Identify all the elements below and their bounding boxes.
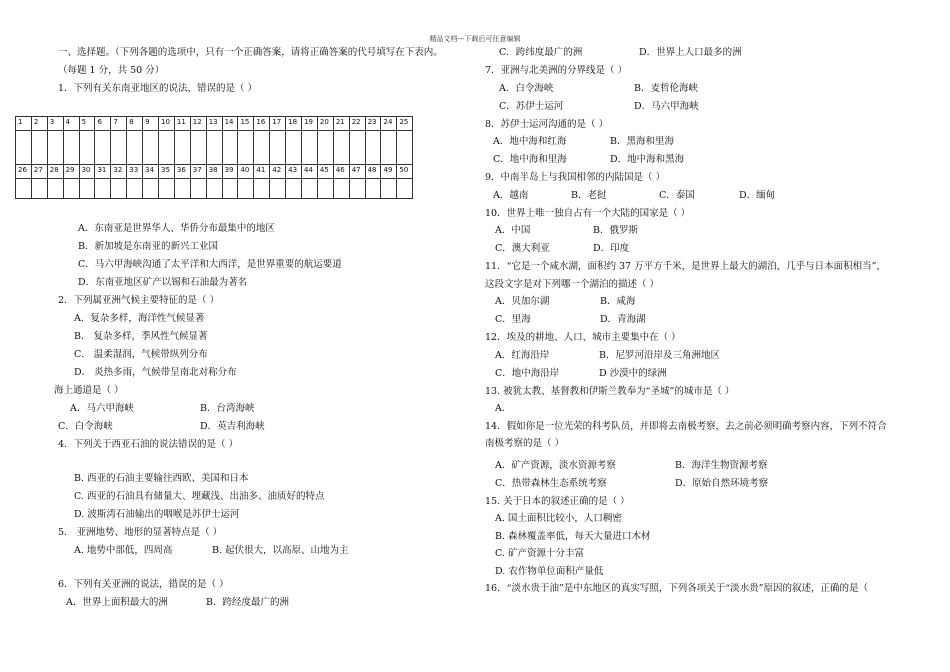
table-cell: 36 <box>174 165 190 179</box>
answer-cell[interactable] <box>16 131 32 165</box>
q12-option-c: C．地中海沿岸 <box>495 367 560 379</box>
table-cell: 32 <box>111 165 127 179</box>
table-cell: 47 <box>349 165 365 179</box>
q14-option-b: B．海洋生物资源考察 <box>675 459 768 471</box>
answer-cell[interactable] <box>31 131 47 165</box>
table-cell: 50 <box>397 165 413 179</box>
table-cell: 11 <box>174 117 190 131</box>
answer-cell[interactable] <box>381 131 397 165</box>
answer-cell[interactable] <box>397 131 413 165</box>
question-13: 13. 被犹太教、基督教和伊斯兰教奉为“圣城”的城市是（ ） <box>485 385 735 397</box>
q2-option-a: A．复杂多样，海洋性气候显著 <box>74 313 205 324</box>
q10-options-row-1 <box>485 222 895 240</box>
answer-cell[interactable] <box>127 131 143 165</box>
q12-option-a: A．红海沿岸 <box>495 349 550 361</box>
answer-cell[interactable] <box>143 131 159 165</box>
table-cell: 35 <box>159 165 175 179</box>
q3-option-d: D．英吉利海峡 <box>200 421 265 432</box>
answer-cell[interactable] <box>63 179 79 199</box>
q10-option-b: B．俄罗斯 <box>593 225 638 236</box>
q8-option-a: A．地中海和红海 <box>493 136 567 147</box>
question-12: 12．埃及的耕地、人口、城市主要集中在（ ） <box>485 332 681 343</box>
answer-cell[interactable] <box>206 131 222 165</box>
answer-cell[interactable] <box>95 179 111 199</box>
q12-options-row-2 <box>485 365 895 383</box>
answer-table-row <box>16 165 413 179</box>
answer-cell[interactable] <box>222 179 238 199</box>
table-cell: 20 <box>317 117 333 131</box>
q1-option-a: A．东南亚是世界华人、华侨分布最集中的地区 <box>78 223 275 234</box>
table-cell: 6 <box>95 117 111 131</box>
q5-option-b: B. 起伏很大，以高原、山地为主 <box>212 545 349 556</box>
left-column-lower <box>54 220 453 612</box>
q12-options-row-1 <box>485 347 895 365</box>
answer-cell[interactable] <box>270 179 286 199</box>
table-cell: 14 <box>222 117 238 131</box>
q9-option-d: D．缅甸 <box>739 189 776 201</box>
answer-table[interactable] <box>15 116 413 199</box>
q2-option-c: C． 温柔湿润，气候带纵列分布 <box>74 349 208 360</box>
q14-options-row-2 <box>485 475 895 493</box>
answer-cell[interactable] <box>174 131 190 165</box>
answer-cell[interactable] <box>254 131 270 165</box>
answer-cell[interactable] <box>333 131 349 165</box>
table-cell: 28 <box>47 165 63 179</box>
answer-cell[interactable] <box>31 179 47 199</box>
q3-options-row-1 <box>58 400 453 418</box>
answer-cell[interactable] <box>16 179 32 199</box>
answer-cell[interactable] <box>143 179 159 199</box>
answer-cell[interactable] <box>47 179 63 199</box>
question-2: 2．下列属亚洲气候主要特征的是（ ） <box>58 295 220 306</box>
q15-option-a: A. 国土面积比较小，人口稠密 <box>495 513 622 524</box>
table-cell: 24 <box>381 117 397 131</box>
table-cell: 29 <box>63 165 79 179</box>
q10-option-d: D．印度 <box>593 243 630 254</box>
table-cell: 42 <box>270 165 286 179</box>
question-3: 海上通道是（ ） <box>54 385 124 396</box>
q11-option-d: D．青海湖 <box>600 314 646 325</box>
table-cell: 22 <box>349 117 365 131</box>
q4-option-b: B. 西亚的石油主要输往西欧、美国和日本 <box>74 473 249 484</box>
table-cell: 46 <box>333 165 349 179</box>
question-6: 6．下列有关亚洲的说法，错误的是（ ） <box>58 579 229 590</box>
table-cell: 16 <box>254 117 270 131</box>
table-cell: 17 <box>270 117 286 131</box>
q11-option-c: C．里海 <box>495 314 531 325</box>
q6-option-b: B．跨经度最广的洲 <box>206 597 289 608</box>
answer-cell[interactable] <box>317 131 333 165</box>
q9-option-a: A．越南 <box>493 189 529 201</box>
table-cell: 26 <box>16 165 32 179</box>
table-cell: 8 <box>127 117 143 131</box>
question-4: 4．下列关于西亚石油的说法错误的是（ ） <box>58 439 239 450</box>
q14-option-a: A．矿产资源，淡水资源考察 <box>495 459 616 471</box>
q8-option-c: C．地中海和里海 <box>493 154 567 165</box>
table-cell: 4 <box>63 117 79 131</box>
table-cell: 10 <box>159 117 175 131</box>
answer-cell[interactable] <box>381 179 397 199</box>
answer-cell[interactable] <box>286 179 302 199</box>
question-7: 7．亚洲与北美洲的分界线是（ ） <box>485 65 628 76</box>
q9-options-row <box>485 187 895 205</box>
answer-cell[interactable] <box>270 131 286 165</box>
question-1: 1．下列有关东南亚地区的说法，错误的是（ ） <box>58 83 258 94</box>
q2-option-d: D． 炎热多雨，气候带呈南北对称分布 <box>74 367 237 378</box>
q9-option-b: B．老挝 <box>571 189 607 201</box>
answer-cell[interactable] <box>190 131 206 165</box>
q11-option-b: B．咸海 <box>600 296 636 307</box>
q6-option-a: A．世界上面积最大的洲 <box>66 597 168 608</box>
q11-option-a: A．贝加尔湖 <box>495 296 550 307</box>
answer-cell[interactable] <box>79 179 95 199</box>
table-cell: 15 <box>238 117 254 131</box>
table-cell: 49 <box>381 165 397 179</box>
table-cell: 37 <box>190 165 206 179</box>
table-cell: 39 <box>222 165 238 179</box>
q4-option-d: D. 波斯湾石油输出的咽喉是苏伊士运河 <box>74 509 240 520</box>
q7-option-d: D．马六甲海峡 <box>634 100 699 112</box>
q6-option-d: D．世界上人口最多的洲 <box>639 47 742 58</box>
question-15: 15. 关于日本的叙述正确的是（ ） <box>485 495 630 507</box>
q12-option-b: B．尼罗河沿岸及三角洲地区 <box>599 349 720 361</box>
table-cell: 45 <box>317 165 333 179</box>
q3-option-b: B．台湾海峡 <box>200 403 255 414</box>
q11-options-row-1 <box>485 293 895 311</box>
q8-options-row-2 <box>485 151 895 169</box>
section-title: 一、选择题。（下列各题的选项中，只有一个正确答案，请将正确答案的代号填写在下表内。 <box>58 47 443 58</box>
table-cell: 23 <box>365 117 381 131</box>
question-11-line-2: 这段文字是对下列哪一个湖泊的描述（ ） <box>485 278 660 290</box>
q6-options-row <box>58 594 453 612</box>
answer-cell[interactable] <box>159 179 175 199</box>
q6-options-row-cont <box>485 44 895 62</box>
table-cell: 43 <box>286 165 302 179</box>
score-note: （每题 1 分，共 50 分） <box>58 65 165 76</box>
table-cell: 40 <box>238 165 254 179</box>
table-cell: 1 <box>16 117 32 131</box>
table-cell: 33 <box>127 165 143 179</box>
table-cell: 21 <box>333 117 349 131</box>
answer-cell[interactable] <box>47 131 63 165</box>
table-cell: 2 <box>31 117 47 131</box>
answer-cell[interactable] <box>238 179 254 199</box>
table-cell: 5 <box>79 117 95 131</box>
q5-option-a: A. 地势中部低，四周高 <box>74 545 173 556</box>
answer-input-row[interactable] <box>16 131 413 165</box>
q8-option-d: D．地中海和黑海 <box>610 154 685 165</box>
table-cell: 13 <box>206 117 222 131</box>
q7-options-row-1 <box>485 80 895 98</box>
q12-option-d: D 沙漠中的绿洲 <box>599 367 667 379</box>
q10-option-a: A．中国 <box>495 225 531 236</box>
table-cell: 18 <box>286 117 302 131</box>
answer-cell[interactable] <box>365 131 381 165</box>
table-cell: 34 <box>143 165 159 179</box>
q11-options-row-2 <box>485 311 895 329</box>
table-cell: 44 <box>302 165 318 179</box>
q4-option-c: C. 西亚的石油具有储量大、埋藏浅、出油多、油质好的特点 <box>74 491 325 502</box>
table-cell: 9 <box>143 117 159 131</box>
q1-option-c: C．马六甲海峡沟通了太平洋和大西洋，是世界重要的航运要道 <box>78 259 342 270</box>
q15-option-d: D. 农作物单位面积产量低 <box>495 565 604 577</box>
q14-option-d: D．原始自然环境考察 <box>675 477 769 489</box>
answer-cell[interactable] <box>349 131 365 165</box>
question-9: 9．中南半岛上与我国相邻的内陆国是（ ） <box>485 172 666 183</box>
answer-cell[interactable] <box>222 131 238 165</box>
table-cell: 25 <box>397 117 413 131</box>
q15-option-b: B. 森林覆盖率低，每天大量进口木材 <box>495 530 651 542</box>
q7-option-a: A．白令海峡 <box>499 82 554 94</box>
q5-options-row <box>58 542 453 560</box>
table-cell: 41 <box>254 165 270 179</box>
question-14-line-2: 南极考察的是（ ） <box>485 438 565 449</box>
answer-cell[interactable] <box>95 131 111 165</box>
table-cell: 12 <box>190 117 206 131</box>
answer-cell[interactable] <box>349 179 365 199</box>
q3-option-c: C．白令海峡 <box>58 421 113 432</box>
answer-input-row[interactable] <box>16 179 413 199</box>
answer-cell[interactable] <box>63 131 79 165</box>
answer-cell[interactable] <box>365 179 381 199</box>
q8-option-b: B．黑海和里海 <box>610 136 674 147</box>
q1-option-b: B．新加坡是东南亚的新兴工业国 <box>78 241 218 252</box>
table-cell: 31 <box>95 165 111 179</box>
q13-option-a: A． <box>495 403 512 414</box>
answer-cell[interactable] <box>127 179 143 199</box>
answer-cell[interactable] <box>333 179 349 199</box>
table-cell: 19 <box>302 117 318 131</box>
answer-cell[interactable] <box>254 179 270 199</box>
right-column <box>485 44 895 598</box>
answer-cell[interactable] <box>79 131 95 165</box>
q3-options-row-2 <box>58 418 453 436</box>
table-cell: 3 <box>47 117 63 131</box>
q7-options-row-2 <box>485 98 895 116</box>
q9-option-c: C．泰国 <box>659 189 695 201</box>
answer-cell[interactable] <box>206 179 222 199</box>
answer-cell[interactable] <box>302 179 318 199</box>
answer-cell[interactable] <box>397 179 413 199</box>
q10-option-c: C．澳大利亚 <box>495 243 550 254</box>
answer-cell[interactable] <box>302 131 318 165</box>
question-10: 10．世界上唯一独自占有一个大陆的国家是（ ） <box>485 207 691 219</box>
answer-cell[interactable] <box>111 131 127 165</box>
table-cell: 30 <box>79 165 95 179</box>
answer-cell[interactable] <box>159 131 175 165</box>
q2-option-b: B． 复杂多样，季风性气候显著 <box>74 331 208 342</box>
q8-options-row-1 <box>485 133 895 151</box>
table-cell: 48 <box>365 165 381 179</box>
q7-option-b: B．麦哲伦海峡 <box>634 82 698 94</box>
answer-table-row <box>16 117 413 131</box>
page-header: 精品文档---下载后可任意编辑 <box>429 35 521 43</box>
answer-cell[interactable] <box>286 131 302 165</box>
answer-cell[interactable] <box>111 179 127 199</box>
q15-option-c: C. 矿产资源十分丰富 <box>495 548 584 559</box>
answer-cell[interactable] <box>317 179 333 199</box>
question-5: 5． 亚洲地势、地形的显著特点是（ ） <box>58 527 223 538</box>
q14-option-c: C．热带森林生态系统考察 <box>495 477 607 489</box>
question-14-line-1: 14．假如你是一位光荣的科考队员，并即将去南极考察，去之前必须明确考察内容，下列不符合 <box>485 420 887 432</box>
q14-options-row-1 <box>485 457 895 475</box>
answer-cell[interactable] <box>174 179 190 199</box>
q6-option-c: C．跨纬度最广的洲 <box>499 47 583 58</box>
table-cell: 38 <box>206 165 222 179</box>
table-cell: 7 <box>111 117 127 131</box>
question-16: 16．“淡水贵于油”是中东地区的真实写照，下列各项关于“淡水贵”原因的叙述，正确的是（ <box>485 583 869 594</box>
question-11-line-1: 11．“它是一个咸水湖，面积约 37 万平方千米，是世界上最大的湖泊，几乎与日本面积相当”， <box>485 261 886 272</box>
answer-cell[interactable] <box>190 179 206 199</box>
q10-options-row-2 <box>485 240 895 258</box>
q3-option-a: A．马六甲海峡 <box>70 403 134 414</box>
q1-option-d: D．东南亚地区矿产以锡和石油最为著名 <box>78 277 248 288</box>
answer-cell[interactable] <box>238 131 254 165</box>
left-column <box>58 44 453 98</box>
table-cell: 27 <box>31 165 47 179</box>
question-8: 8．苏伊士运河沟通的是（ ） <box>485 118 609 130</box>
q7-option-c: C．苏伊士运河 <box>499 100 564 112</box>
